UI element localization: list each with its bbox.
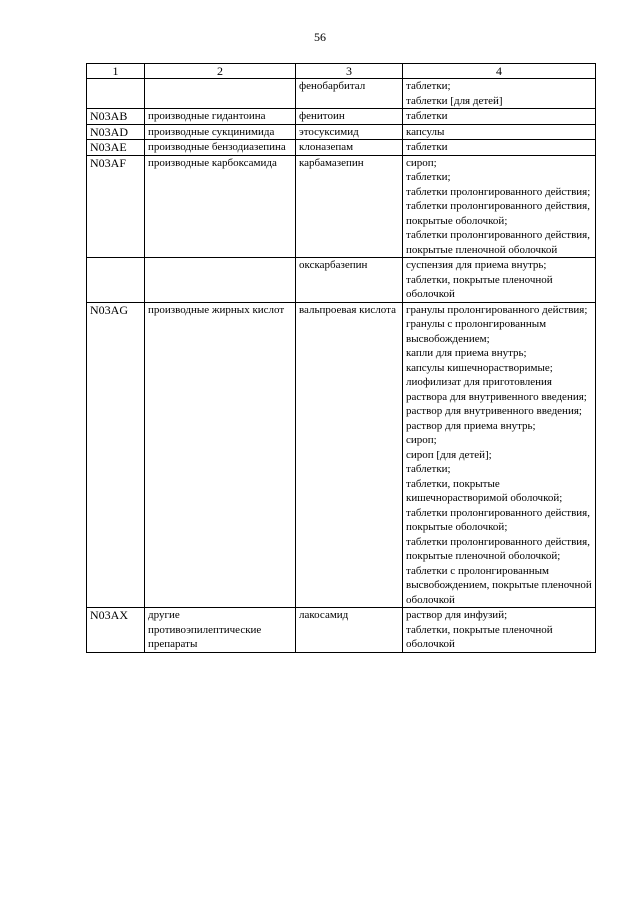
group-cell <box>145 79 296 109</box>
dosage-form: капсулы кишечнорастворимые; <box>406 361 553 374</box>
column-header: 3 <box>296 64 403 79</box>
column-header: 4 <box>403 64 596 79</box>
table-row <box>87 109 596 125</box>
group-cell: производные бензодиазепина <box>145 140 296 156</box>
dosage-form: раствор для инфузий; <box>406 609 508 621</box>
dosage-form: таблетки, покрытые кишечнорастворимой оболочкой; <box>406 477 563 504</box>
dosage-form: таблетки пролонгированного действия, покрытые оболочкой; <box>406 200 590 227</box>
dosage-form: таблетки; <box>406 80 451 92</box>
dosage-form: гранулы с пролонгированным высвобождением; <box>406 318 547 345</box>
column-header: 2 <box>145 64 296 79</box>
atc-code-cell: N03AG <box>87 302 145 608</box>
dosage-form: таблетки пролонгированного действия, покрытые оболочкой; <box>406 506 590 533</box>
dosage-form: таблетки пролонгированного действия, покрытые пленочной оболочкой; <box>406 535 590 562</box>
header-row <box>87 64 596 79</box>
dosage-form: таблетки пролонгированного действия; <box>406 185 591 198</box>
dosage-forms-cell <box>403 109 596 125</box>
dosage-form: таблетки; <box>406 171 451 183</box>
table-body <box>87 79 596 653</box>
dosage-form: таблетки пролонгированного действия, покрытые пленочной оболочкой <box>406 229 590 256</box>
group-cell: производные жирных кислот <box>145 302 296 608</box>
dosage-form: суспензия для приема внутрь; <box>406 259 547 271</box>
dosage-form: таблетки <box>406 110 448 122</box>
page-number: 56 <box>314 30 326 44</box>
dosage-form: таблетки <box>406 141 448 153</box>
table-row <box>87 140 596 156</box>
table-row <box>87 79 596 109</box>
dosage-form: капсулы <box>406 125 445 138</box>
dosage-forms-cell <box>403 258 596 303</box>
atc-code-cell <box>87 79 145 109</box>
column-header: 1 <box>87 64 145 79</box>
table-row <box>87 258 596 303</box>
dosage-form: сироп; <box>406 434 437 446</box>
dosage-form: таблетки с пролонгированным высвобождением, покрытые пленочной оболочкой <box>406 564 592 606</box>
group-cell: производные гидантоина <box>145 109 296 125</box>
drug-name-cell: клоназепам <box>296 140 403 156</box>
atc-code-cell: N03AX <box>87 608 145 653</box>
group-cell: другие противоэпилептические препараты <box>145 608 296 653</box>
dosage-forms-cell <box>403 79 596 109</box>
dosage-forms-cell <box>403 124 596 140</box>
drug-name-cell: карбамазепин <box>296 155 403 258</box>
dosage-form: раствор для внутривенного введения; <box>406 405 582 417</box>
dosage-form: сироп; <box>406 156 437 169</box>
dosage-forms-cell <box>403 302 596 608</box>
drug-name-cell: вальпроевая кислота <box>296 302 403 608</box>
drug-table <box>86 63 596 653</box>
drug-name-cell: этосуксимид <box>296 124 403 140</box>
dosage-forms-cell <box>403 155 596 258</box>
drug-name-cell: лакосамид <box>296 608 403 653</box>
dosage-form: таблетки [для детей] <box>406 94 503 107</box>
atc-code-cell: N03AD <box>87 124 145 140</box>
dosage-forms-cell <box>403 140 596 156</box>
atc-code-cell <box>87 258 145 303</box>
drug-name-cell: окскарбазепин <box>296 258 403 303</box>
atc-code-cell: N03AB <box>87 109 145 125</box>
dosage-form: лиофилизат для приготовления раствора для внутривенного введения; <box>406 376 587 403</box>
dosage-form: гранулы пролонгированного действия; <box>406 303 588 316</box>
drug-name-cell: фенитоин <box>296 109 403 125</box>
group-cell <box>145 258 296 303</box>
dosage-form: сироп [для детей]; <box>406 448 492 461</box>
group-cell: производные карбоксамида <box>145 155 296 258</box>
drug-name-cell: фенобарбитал <box>296 79 403 109</box>
atc-code-cell: N03AE <box>87 140 145 156</box>
dosage-form: таблетки, покрытые пленочной оболочкой <box>406 273 553 300</box>
dosage-form: таблетки, покрытые пленочной оболочкой <box>406 623 553 650</box>
atc-code-cell: N03AF <box>87 155 145 258</box>
table-row <box>87 155 596 258</box>
table-row <box>87 124 596 140</box>
table-row <box>87 608 596 653</box>
dosage-form: таблетки; <box>406 463 451 475</box>
group-cell: производные сукцинимида <box>145 124 296 140</box>
dosage-forms-cell <box>403 608 596 653</box>
table-row <box>87 302 596 608</box>
dosage-form: раствор для приема внутрь; <box>406 419 536 432</box>
dosage-form: капли для приема внутрь; <box>406 347 527 359</box>
